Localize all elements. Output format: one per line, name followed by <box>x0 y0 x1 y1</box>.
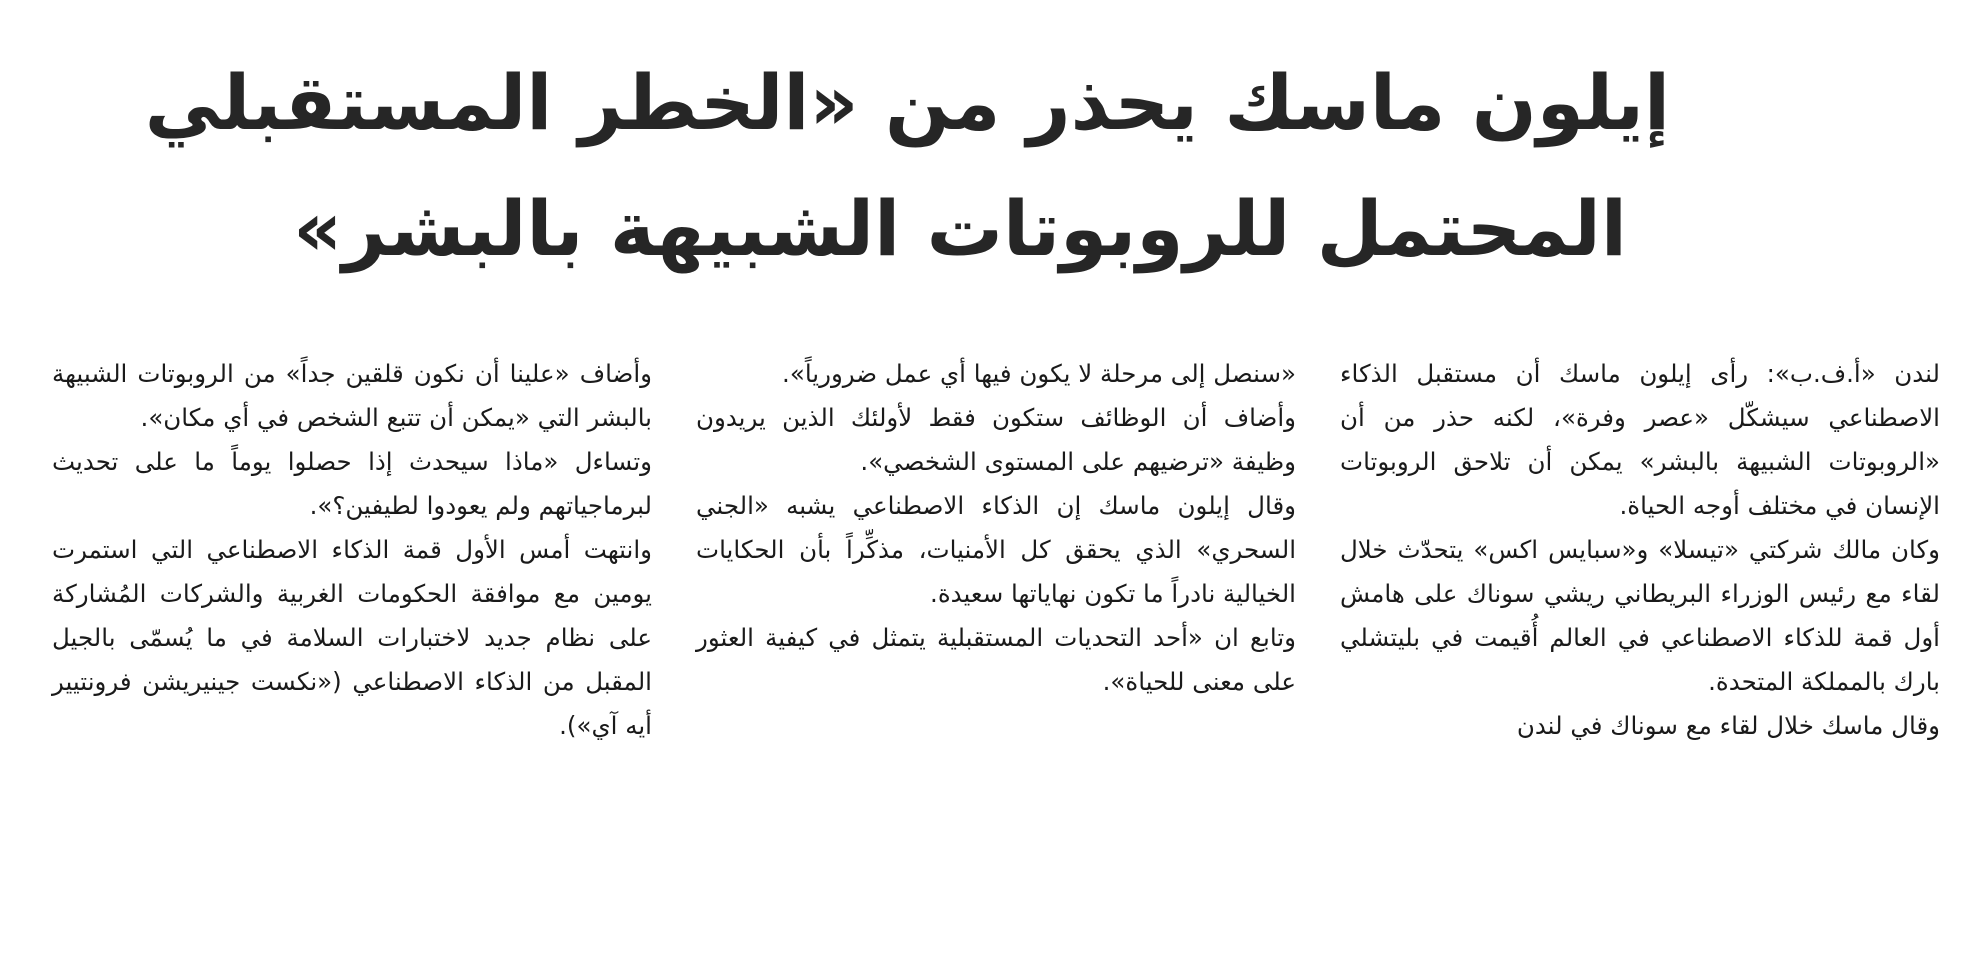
paragraph: وقال ماسك خلال لقاء مع سوناك في لندن <box>1516 711 1940 740</box>
article-column-2 <box>696 352 1296 704</box>
paragraph: وتابع ان «أحد التحديات المستقبلية يتمثل في كيفية العثور على معنى للحياة». <box>696 623 1296 696</box>
paragraph: لندن «أ.ف.ب»: رأى إيلون ماسك أن مستقبل الذكاء الاصطناعي سيشكّل «عصر وفرة»، لكنه حذر من أن «الروبوتات الشبيهة بالبشر» يمكن أن تلاحق الروبوتات الإنسان في مختلف أوجه الحياة. <box>1340 359 1940 520</box>
headline-line-2: المحتمل للروبوتات الشبيهة بالبشر» <box>293 184 1627 273</box>
article-headline <box>144 40 1670 292</box>
paragraph: «سنصل إلى مرحلة لا يكون فيها أي عمل ضرورياً». <box>782 359 1296 388</box>
paragraph: وأضاف أن الوظائف ستكون فقط لأولئك الذين يريدون وظيفة «ترضيهم على المستوى الشخصي». <box>696 403 1296 476</box>
paragraph: وأضاف «علينا أن نكون قلقين جداً» من الروبوتات الشبيهة بالبشر التي «يمكن أن تتبع الشخص في أي مكان». <box>52 359 652 432</box>
paragraph: وقال إيلون ماسك إن الذكاء الاصطناعي يشبه «الجني السحري» الذي يحقق كل الأمنيات، مذكِّراً بأن الحكايات الخيالية نادراً ما تكون نهاياتها سعيدة. <box>696 491 1296 608</box>
paragraph: وتساءل «ماذا سيحدث إذا حصلوا يوماً ما على تحديث لبرماجياتهم ولم يعودوا لطيفين؟». <box>52 447 652 520</box>
article-column-3 <box>52 352 652 748</box>
paragraph: وانتهت أمس الأول قمة الذكاء الاصطناعي التي استمرت يومين مع موافقة الحكومات الغربية والشركات المُشاركة على نظام جديد لاختبارات السلامة في ما يُسمّى بالجيل المقبل من الذكاء الاصطناعي («نكست جينيريشن فرونتيير أيه آي»). <box>52 535 652 740</box>
headline-line-1: إيلون ماسك يحذر من «الخطر المستقبلي <box>144 58 1670 147</box>
paragraph: وكان مالك شركتي «تيسلا» و«سبايس اكس» يتحدّث خلال لقاء مع رئيس الوزراء البريطاني ريشي سوناك على هامش أول قمة للذكاء الاصطناعي في العالم أُقيمت في بليتشلي بارك بالمملكة المتحدة. <box>1340 535 1940 696</box>
article-column-1 <box>1340 352 1940 748</box>
